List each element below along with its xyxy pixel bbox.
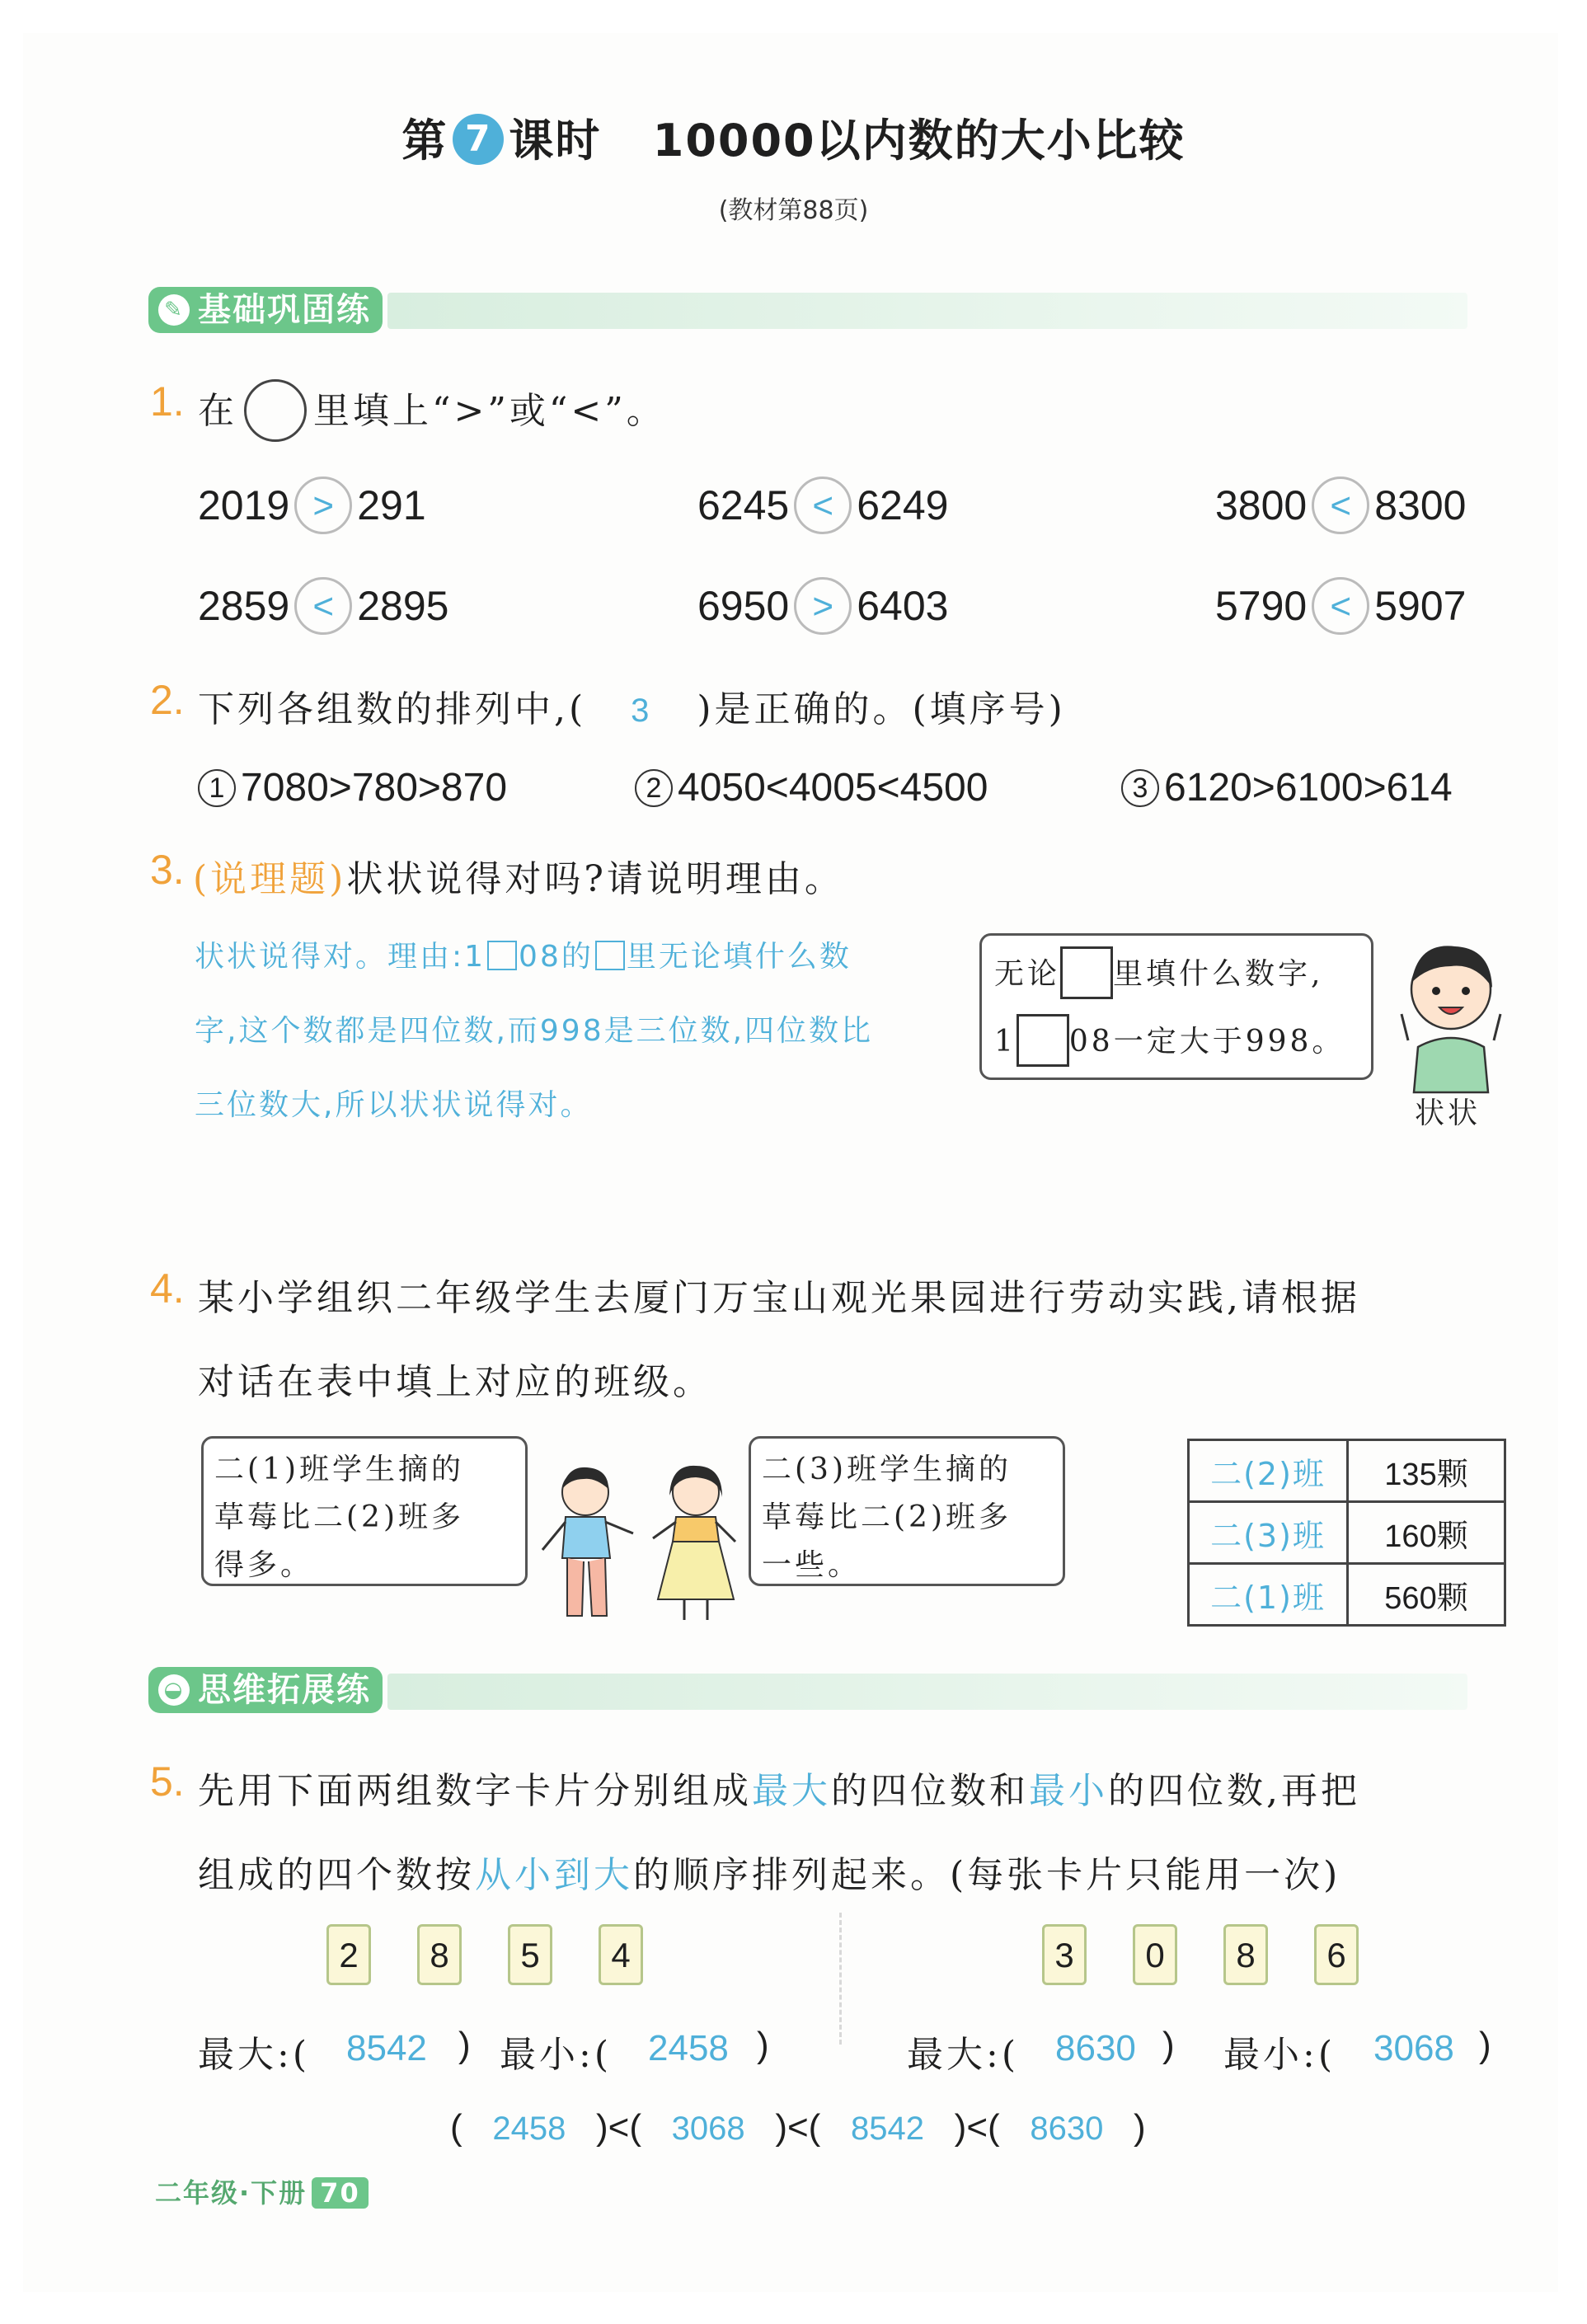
order-answer[interactable]: 2458 bbox=[492, 2110, 566, 2147]
answer-circle[interactable]: < bbox=[794, 477, 852, 534]
bubble-line: 无论 里填什么数字, bbox=[994, 950, 1323, 1002]
blank-square bbox=[1060, 946, 1113, 999]
blank-square bbox=[487, 941, 517, 970]
answer-line[interactable]: 字,这个数都是四位数,而998是三位数,四位数比 bbox=[195, 1014, 874, 1048]
highlight-text: 从小到大 bbox=[475, 1854, 633, 1896]
amount-cell: 135颗 bbox=[1348, 1440, 1505, 1502]
close-paren: ) bbox=[1479, 2025, 1491, 2065]
page-footer bbox=[155, 2172, 369, 2210]
class-table bbox=[1187, 1439, 1506, 1627]
min-label: 最小:( bbox=[500, 2034, 612, 2076]
bubble-line: 一些。 bbox=[762, 1548, 862, 1582]
digit-card: 3 bbox=[1042, 1924, 1087, 1985]
comparison-item: 5790 < 5907 bbox=[1215, 577, 1466, 635]
question-number: 4. bbox=[150, 1265, 185, 1312]
order-answer[interactable]: 3068 bbox=[671, 2110, 745, 2147]
bubble-line: 草莓比二(2)班多 bbox=[214, 1500, 464, 1534]
divider bbox=[839, 1913, 842, 2045]
answer-line[interactable]: 三位数大,所以状状说得对。 bbox=[195, 1088, 593, 1122]
right-max-answer[interactable]: 8630 bbox=[1055, 2028, 1136, 2068]
section-title: 思维拓展练 bbox=[198, 1671, 371, 1709]
digit-card: 2 bbox=[326, 1924, 371, 1985]
blank-square bbox=[1017, 1014, 1069, 1067]
girl-student-illustration bbox=[643, 1459, 750, 1632]
highlight-text: 最小 bbox=[1029, 1770, 1108, 1812]
section-banner-tail bbox=[387, 1674, 1467, 1710]
grade-label: 二年级·下册 bbox=[155, 2177, 308, 2209]
question-3-text bbox=[193, 849, 844, 902]
amount-cell: 160颗 bbox=[1348, 1502, 1505, 1564]
q1-text-before: 在 bbox=[198, 390, 237, 432]
comparison-item: 2859 < 2895 bbox=[198, 577, 448, 635]
section-banner-tail bbox=[387, 293, 1467, 329]
right-min-answer[interactable]: 3068 bbox=[1373, 2028, 1454, 2068]
option-1: 1 7080>780>870 bbox=[198, 765, 507, 810]
character-name: 状状 bbox=[1415, 1096, 1481, 1130]
answer-circle[interactable]: > bbox=[294, 477, 352, 534]
order-answer[interactable]: 8542 bbox=[851, 2110, 924, 2147]
option-3: 3 6120>6100>614 bbox=[1121, 765, 1453, 810]
boy-student-illustration bbox=[534, 1459, 641, 1632]
close-paren: ) bbox=[757, 2025, 769, 2065]
title-topic: 10000以内数的大小比较 bbox=[652, 115, 1186, 167]
left-min-answer[interactable]: 2458 bbox=[648, 2028, 729, 2068]
lesson-number-badge: 7 bbox=[453, 114, 504, 165]
max-label: 最大:( bbox=[907, 2034, 1019, 2076]
digit-card: 0 bbox=[1133, 1924, 1177, 1985]
table-row bbox=[1189, 1564, 1505, 1626]
bubble-line: 草莓比二(2)班多 bbox=[762, 1500, 1012, 1534]
page-number: 70 bbox=[312, 2177, 369, 2209]
bubble-line: 得多。 bbox=[214, 1548, 314, 1582]
question-5-line2: 组成的四个数按从小到大的顺序排列起来。(每张卡片只能用一次) bbox=[198, 1854, 1341, 1896]
answer-line[interactable]: 状状说得对。理由:1 08的 里无论填什么数 bbox=[195, 940, 852, 974]
section-banner-extend bbox=[148, 1667, 383, 1713]
digit-card: 4 bbox=[599, 1924, 643, 1985]
comparison-item: 3800 < 8300 bbox=[1215, 477, 1466, 534]
close-paren: ) bbox=[458, 2025, 471, 2065]
question-number: 1. bbox=[150, 378, 185, 425]
question-1-text bbox=[198, 381, 666, 445]
boy-illustration bbox=[1393, 923, 1509, 1096]
title-suffix: 课时 bbox=[509, 115, 602, 167]
close-paren: ) bbox=[1162, 2025, 1175, 2065]
table-row bbox=[1189, 1502, 1505, 1564]
order-sequence: ( 2458 )<( 3068 )<( 8542 )<( 8630 ) bbox=[450, 2107, 1146, 2148]
option-2: 2 4050<4005<4500 bbox=[635, 765, 988, 810]
textbook-reference: (教材第88页) bbox=[718, 196, 869, 225]
digit-card: 6 bbox=[1314, 1924, 1359, 1985]
q2-text-after: )是正确的。(填序号) bbox=[697, 688, 1066, 730]
class-answer-cell[interactable]: 二(2)班 bbox=[1189, 1440, 1348, 1502]
q2-answer[interactable]: 3 bbox=[631, 693, 653, 729]
max-label: 最大:( bbox=[198, 2034, 310, 2076]
answer-circle[interactable]: < bbox=[1312, 477, 1369, 534]
comparison-item: 6950 > 6403 bbox=[697, 577, 948, 635]
class-answer-cell[interactable]: 二(3)班 bbox=[1189, 1502, 1348, 1564]
title-prefix: 第 bbox=[401, 115, 448, 167]
graduation-cap-icon: ◒ bbox=[158, 1674, 190, 1706]
section-banner-basic bbox=[148, 287, 383, 333]
digit-card: 8 bbox=[417, 1924, 462, 1985]
bubble-line: 二(3)班学生摘的 bbox=[762, 1453, 1012, 1486]
answer-circle[interactable]: < bbox=[1312, 577, 1369, 635]
class-answer-cell[interactable]: 二(1)班 bbox=[1189, 1564, 1348, 1626]
question-number: 2. bbox=[150, 677, 185, 723]
pencil-icon: ✎ bbox=[158, 294, 190, 326]
order-answer[interactable]: 8630 bbox=[1030, 2110, 1104, 2147]
section-title: 基础巩固练 bbox=[198, 291, 371, 329]
question-2-text bbox=[198, 679, 1066, 732]
digit-card: 5 bbox=[508, 1924, 552, 1985]
question-tag: (说理题) bbox=[193, 858, 347, 900]
left-max-answer[interactable]: 8542 bbox=[346, 2028, 427, 2068]
question-number: 3. bbox=[150, 847, 185, 893]
digit-card: 8 bbox=[1223, 1924, 1268, 1985]
question-4-line2: 对话在表中填上对应的班级。 bbox=[198, 1361, 712, 1403]
amount-cell: 560颗 bbox=[1348, 1564, 1505, 1626]
question-number: 5. bbox=[150, 1758, 185, 1805]
q1-text-after: 里填上“>”或“<”。 bbox=[313, 390, 666, 432]
question-5-line1: 先用下面两组数字卡片分别组成最大的四位数和最小的四位数,再把 bbox=[198, 1770, 1360, 1812]
comparison-item: 6245 < 6249 bbox=[697, 477, 948, 534]
bubble-line: 1 08一定大于998。 bbox=[994, 1017, 1345, 1070]
answer-circle[interactable]: < bbox=[294, 577, 352, 635]
blank-square bbox=[595, 941, 625, 970]
comparison-item: 2019 > 291 bbox=[198, 477, 426, 534]
table-row bbox=[1189, 1440, 1505, 1502]
highlight-text: 最大 bbox=[752, 1770, 831, 1812]
bubble-line: 二(1)班学生摘的 bbox=[214, 1453, 464, 1486]
question-4-line1: 某小学组织二年级学生去厦门万宝山观光果园进行劳动实践,请根据 bbox=[198, 1277, 1360, 1319]
answer-circle[interactable]: > bbox=[794, 577, 852, 635]
min-label: 最小:( bbox=[1223, 2034, 1336, 2076]
q3-text: 状状说得对吗?请说明理由。 bbox=[346, 858, 844, 900]
answer-circle-sample bbox=[244, 379, 307, 442]
page-title bbox=[0, 106, 1587, 169]
q2-text-before: 下列各组数的排列中,( bbox=[198, 688, 587, 730]
